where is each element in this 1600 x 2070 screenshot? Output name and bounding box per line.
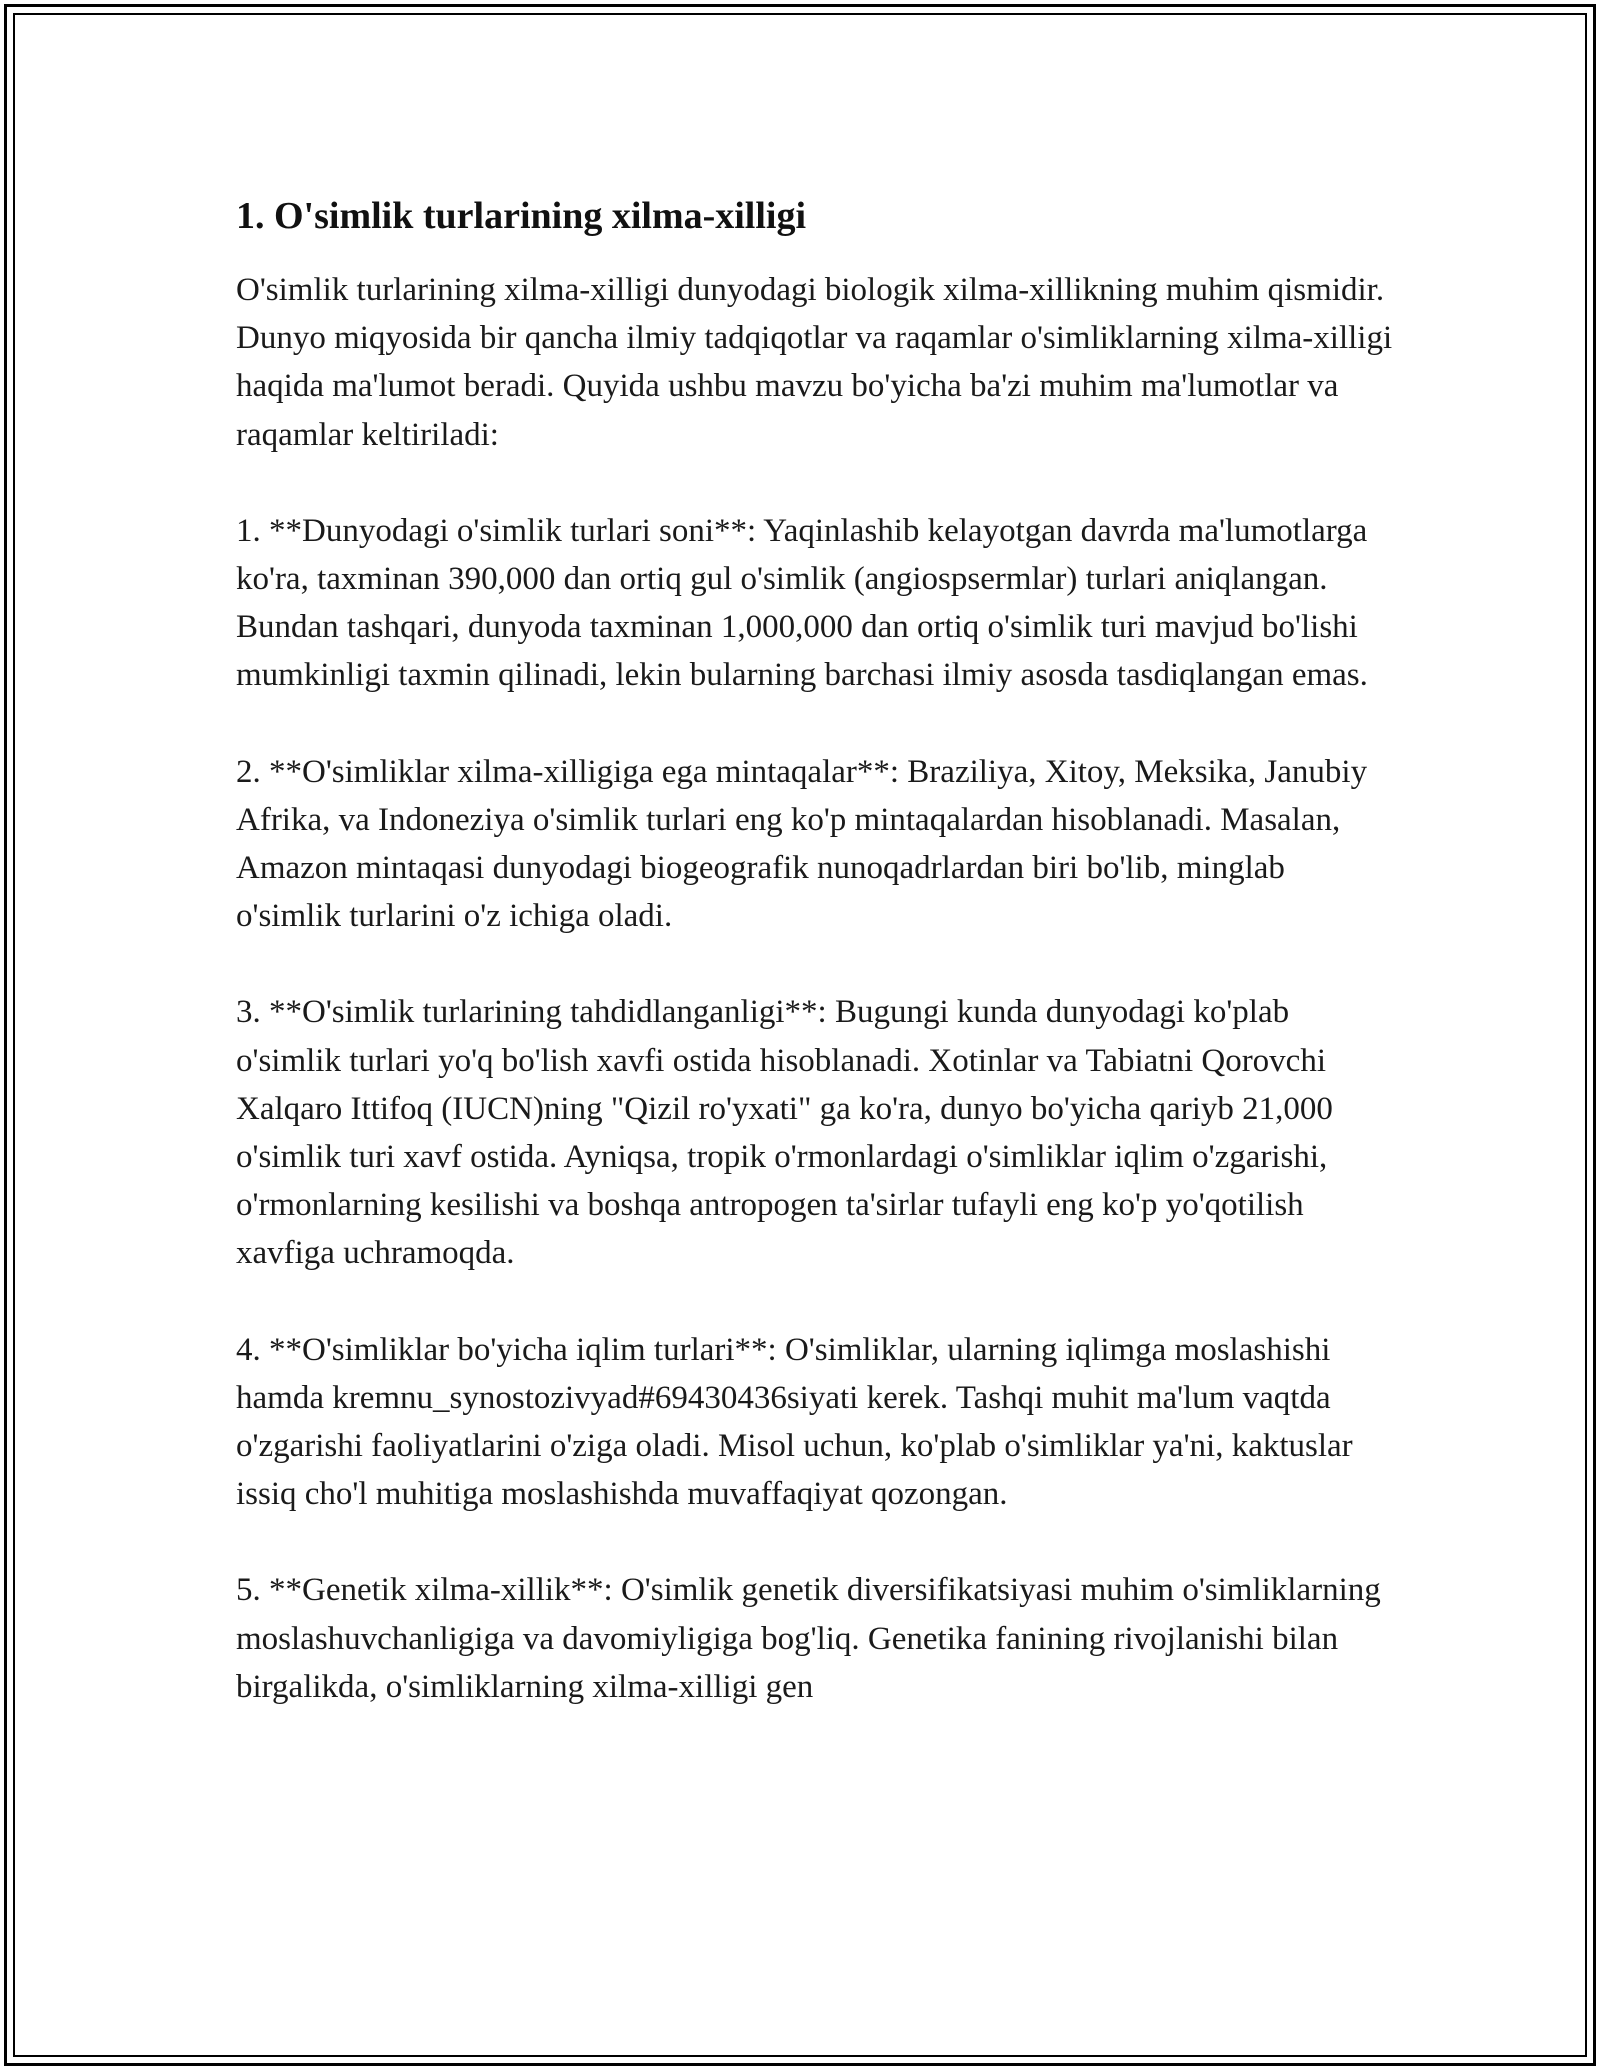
list-item-1: 1. **Dunyodagi o'simlik turlari soni**: Yaqinlashib kelayotgan davrda ma'lumotlarga ko'ra, taxminan 390,000 dan ortiq gul o'simlik (angiospsermlar) turlari aniqlangan. Bundan tashqari, dunyoda taxminan 1,000,000 dan ortiq o'simlik turi mavjud bo'lishi mumkinligi taxmin qilinadi, lekin bularning barchasi ilmiy asosda tasdiqlangan emas. — [236, 512, 1368, 694]
section-heading: 1. O'simlik turlarining xilma-xilligi — [236, 195, 807, 237]
list-item-3: 3. **O'simlik turlarining tahdidlanganligi**: Bugungi kunda dunyodagi ko'plab o'simlik turlari yo'q bo'lish xavfi ostida hisoblanadi. Xotinlar va Tabiatni Qorovchi Xalqaro Ittifoq (IUCN)ning "Qizil ro'yxati" ga ko'ra, dunyo bo'yicha qariyb 21,000 o'simlik turi xavf ostida. Ayniqsa, tropik o'rmonlardagi o'simliklar iqlim o'zgarishi, o'rmonlarning kesilishi va boshqa antropogen ta'sirlar tufayli eng ko'p yo'qotilish xavfiga uchramoqda. — [236, 994, 1333, 1272]
list-item-4: 4. **O'simliklar bo'yicha iqlim turlari**: O'simliklar, ularning iqlimga moslashishi hamda kremnu_synostozivyad#69430436siyati kerek. Tashqi muhit ma'lum vaqtda o'zgarishi faoliyatlarini o'ziga oladi. Misol uchun, ko'plab o'simliklar ya'ni, kaktuslar issiq cho'l muhitiga moslashishda muvaffaqiyat qozongan. — [236, 1331, 1353, 1513]
intro-paragraph: O'simlik turlarining xilma-xilligi dunyodagi biologik xilma-xillikning muhim qismidir. Dunyo miqyosida bir qancha ilmiy tadqiqotlar va raqamlar o'simliklarning xilma-xilligi haqida ma'lumot beradi. Quyida ushbu mavzu bo'yicha ba'zi muhim ma'lumotlar va raqamlar keltiriladi: — [236, 272, 1393, 453]
list-item-2: 2. **O'simliklar xilma-xilligiga ega mintaqalar**: Braziliya, Xitoy, Meksika, Janubiy Afrika, va Indoneziya o'simlik turlari eng ko'p mintaqalardan hisoblanadi. Masalan, Amazon mintaqasi dunyodagi biogeografik nunoqadrlardan biri bo'lib, minglab o'simlik turlarini o'z ichiga oladi. — [236, 753, 1368, 935]
list-item-5: 5. **Genetik xilma-xillik**: O'simlik genetik diversifikatsiyasi muhim o'simliklarning moslashuvchanligiga va davomiyligiga bog'liq. Genetika fanining rivojlanishi bilan birgalikda, o'simliklarning xilma-xilligi gen — [236, 1572, 1381, 1705]
document-body — [236, 188, 1396, 1711]
